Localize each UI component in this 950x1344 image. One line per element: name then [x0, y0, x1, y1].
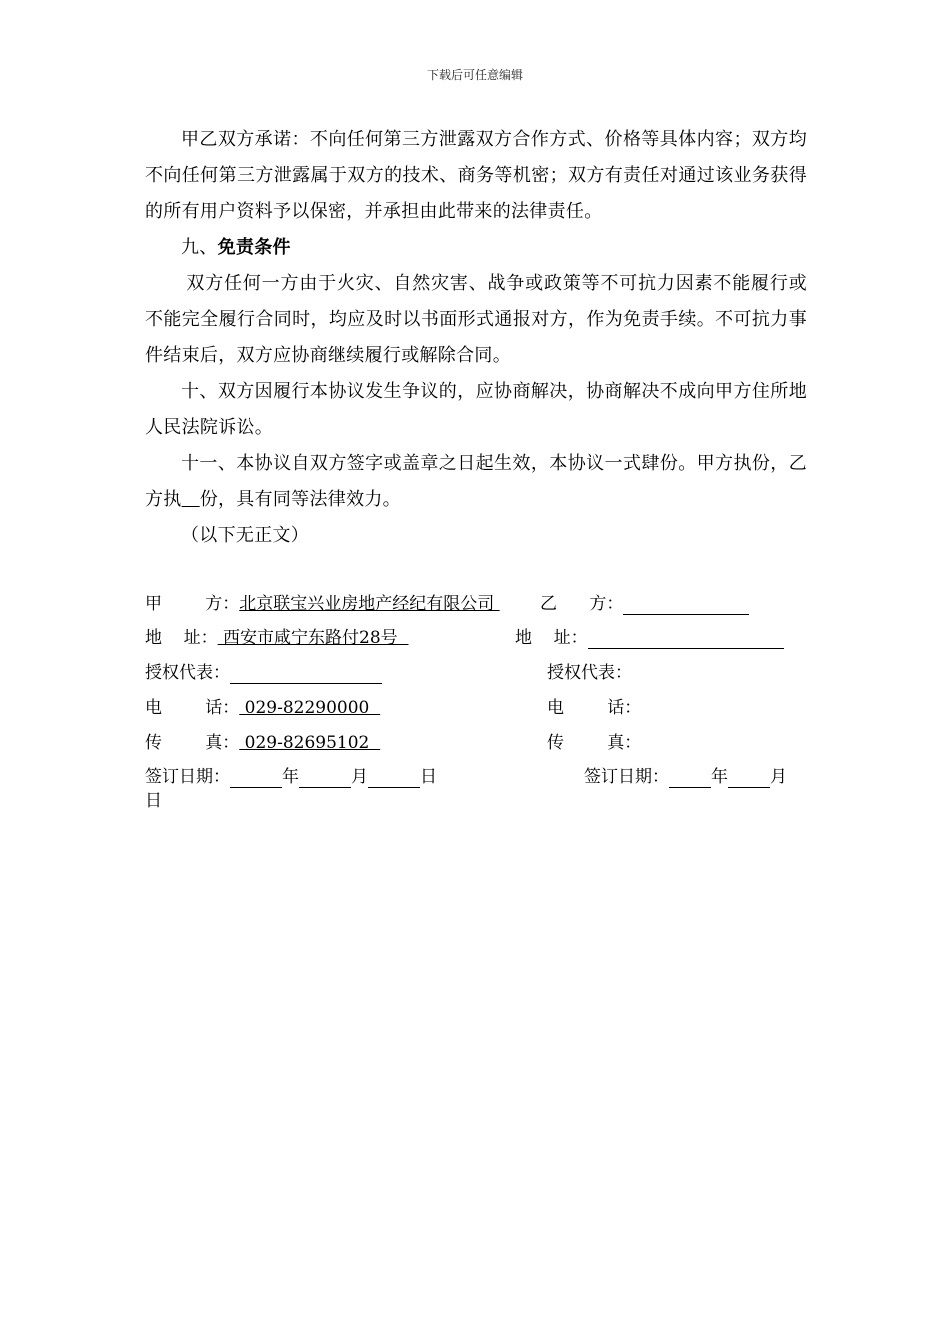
party-a-date-label: 签订日期： — [145, 767, 230, 787]
header-note: 下载后可任意编辑 — [426, 68, 523, 82]
party-a-year-label: 年 — [282, 767, 299, 787]
confidentiality-clause: 甲乙双方承诺：不向任何第三方泄露双方合作方式、价格等具体内容；双方均不向任何第三方泄露属于双方的技术、商务等机密；双方有责任对通过该业务获得的所有用户资料予以保密，并承担由此带来的法律责任。 — [145, 129, 807, 222]
party-a-month-blank — [299, 769, 351, 788]
clause-eleven-blank — [182, 489, 200, 510]
party-b-day-label: 日 — [145, 791, 162, 811]
clause-eleven-text-end: 份，具有同等法律效力。 — [199, 489, 401, 510]
party-a-phone-row — [145, 697, 380, 719]
party-b-phone-row — [547, 697, 641, 719]
end-note: （以下无正文） — [181, 525, 310, 546]
party-a-day-blank — [368, 769, 420, 788]
party-a-name: 北京联宝兴业房地产经纪有限公司 — [239, 594, 500, 614]
clause-eleven — [145, 446, 807, 518]
party-b-rep-row — [547, 662, 632, 684]
party-b-address-row — [515, 627, 784, 649]
party-b-name-blank — [623, 596, 749, 615]
party-b-phone-label: 电 话： — [547, 698, 642, 718]
party-a-rep-row — [145, 662, 382, 684]
party-b-fax-label: 传 真： — [547, 733, 642, 753]
party-b-name-row — [540, 593, 749, 615]
party-a-phone-label: 电 话： — [145, 698, 240, 718]
party-a-address-label: 地 址： — [145, 628, 218, 648]
party-a-month-label: 月 — [351, 767, 368, 787]
party-a-date-row — [145, 766, 437, 788]
party-b-fax-row — [547, 732, 641, 754]
party-b-date-label: 签订日期： — [584, 767, 669, 787]
clause-nine-heading — [145, 230, 807, 266]
party-b-date-day-row — [145, 790, 162, 812]
clause-nine-body: 双方任何一方由于火灾、自然灾害、战争或政策等不可抗力因素不能履行或不能完全履行合同时，均应及时以书面形式通报对方，作为免责手续。不可抗力事件结束后，双方应协商继续履行或解除合同。 — [145, 273, 807, 366]
party-b-year-label: 年 — [711, 767, 728, 787]
party-a-label: 甲 方： — [145, 594, 240, 614]
party-a-name-row — [145, 593, 500, 615]
party-a-day-label: 日 — [420, 767, 437, 787]
party-a-fax-label: 传 真： — [145, 733, 240, 753]
party-b-address-label: 地 址： — [515, 628, 588, 648]
party-b-rep-label: 授权代表： — [547, 663, 632, 683]
clause-ten: 十、双方因履行本协议发生争议的，应协商解决，协商解决不成向甲方住所地人民法院诉讼。 — [145, 381, 807, 438]
party-a-year-blank — [230, 769, 282, 788]
party-b-date-row — [584, 766, 787, 788]
party-b-address-blank — [588, 630, 784, 649]
party-b-month-blank — [728, 769, 770, 788]
party-b-month-label: 月 — [770, 767, 787, 787]
party-a-address-row — [145, 627, 408, 649]
clause-nine-title: 免责条件 — [217, 237, 291, 258]
party-a-fax: 029-82695102 — [239, 733, 381, 753]
party-a-rep-blank — [230, 665, 382, 684]
clause-nine-number: 九、 — [181, 237, 218, 258]
party-a-address: 西安市咸宁东路付28号 — [217, 628, 409, 648]
party-b-label: 乙 方： — [540, 594, 624, 614]
party-b-year-blank — [669, 769, 711, 788]
clause-eleven-text: 十一、本协议自双方签字或盖章之日起生效，本协议一式肆份。甲方执份，乙方执 — [145, 453, 807, 510]
party-a-fax-row — [145, 732, 380, 754]
contract-body — [145, 122, 807, 554]
party-a-rep-label: 授权代表： — [145, 663, 230, 683]
party-a-phone: 029-82290000 — [239, 698, 381, 718]
